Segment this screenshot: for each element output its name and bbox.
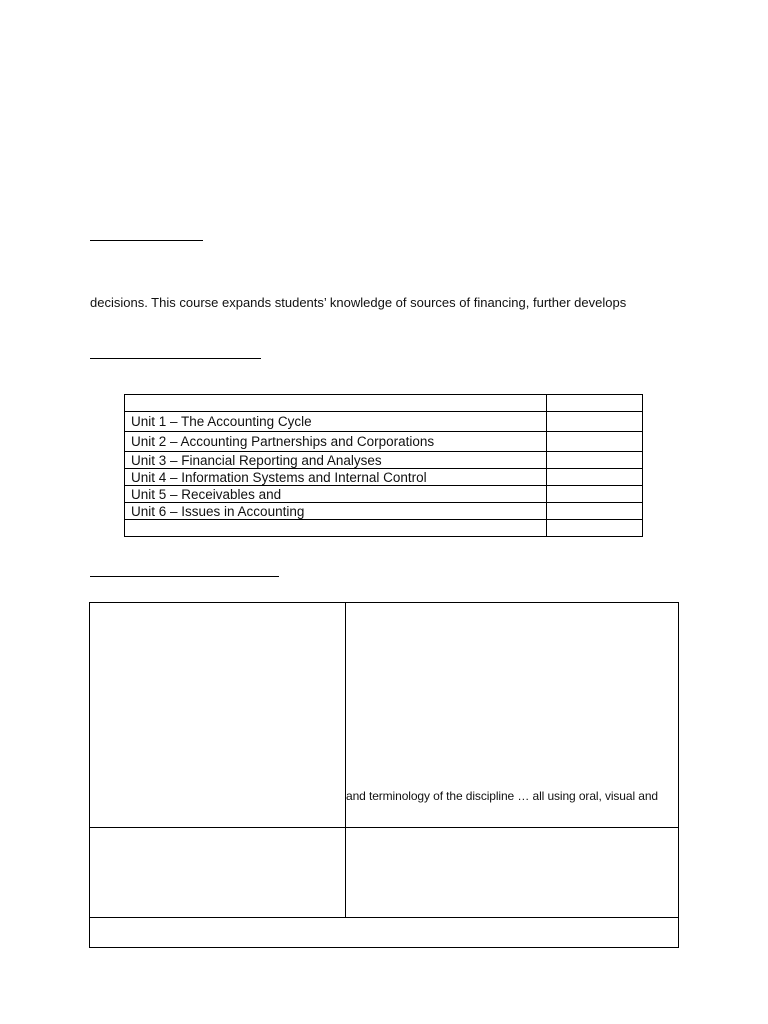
- hours-cell: [547, 452, 643, 469]
- hours-cell: [547, 486, 643, 503]
- unit-cell: Unit 5 – Receivables and: [125, 486, 547, 503]
- framework-table: [89, 602, 679, 948]
- table-row: [125, 395, 643, 412]
- unit-cell: [125, 395, 547, 412]
- table-row: [125, 469, 643, 486]
- heading-rule-3: [90, 576, 279, 577]
- heading-rule-2: [90, 358, 261, 359]
- table-row: [125, 432, 643, 452]
- unit-cell: Unit 6 – Issues in Accounting: [125, 503, 547, 520]
- unit-cell: Unit 2 – Accounting Partnerships and Corporations: [125, 432, 547, 452]
- table-row: [125, 412, 643, 432]
- hours-cell: [547, 432, 643, 452]
- unit-cell: [125, 520, 547, 537]
- heading-rule-1: [90, 240, 203, 241]
- intro-paragraph: decisions. This course expands students’ knowledge of sources of financing, further develops: [90, 295, 627, 310]
- unit-cell: Unit 1 – The Accounting Cycle: [125, 412, 547, 432]
- table-row: [125, 520, 643, 537]
- table-row: [125, 452, 643, 469]
- row-divider: [90, 917, 678, 918]
- unit-cell: Unit 3 – Financial Reporting and Analyses: [125, 452, 547, 469]
- hours-cell: [547, 520, 643, 537]
- row-divider: [90, 827, 678, 828]
- table-row: [125, 503, 643, 520]
- units-table: [124, 394, 643, 537]
- column-divider: [345, 603, 346, 917]
- hours-cell: [547, 395, 643, 412]
- hours-cell: [547, 469, 643, 486]
- hours-cell: [547, 503, 643, 520]
- table-row: [125, 486, 643, 503]
- framework-cell-text: and terminology of the discipline … all using oral, visual and: [346, 789, 658, 803]
- hours-cell: [547, 412, 643, 432]
- unit-cell: Unit 4 – Information Systems and Internal Control: [125, 469, 547, 486]
